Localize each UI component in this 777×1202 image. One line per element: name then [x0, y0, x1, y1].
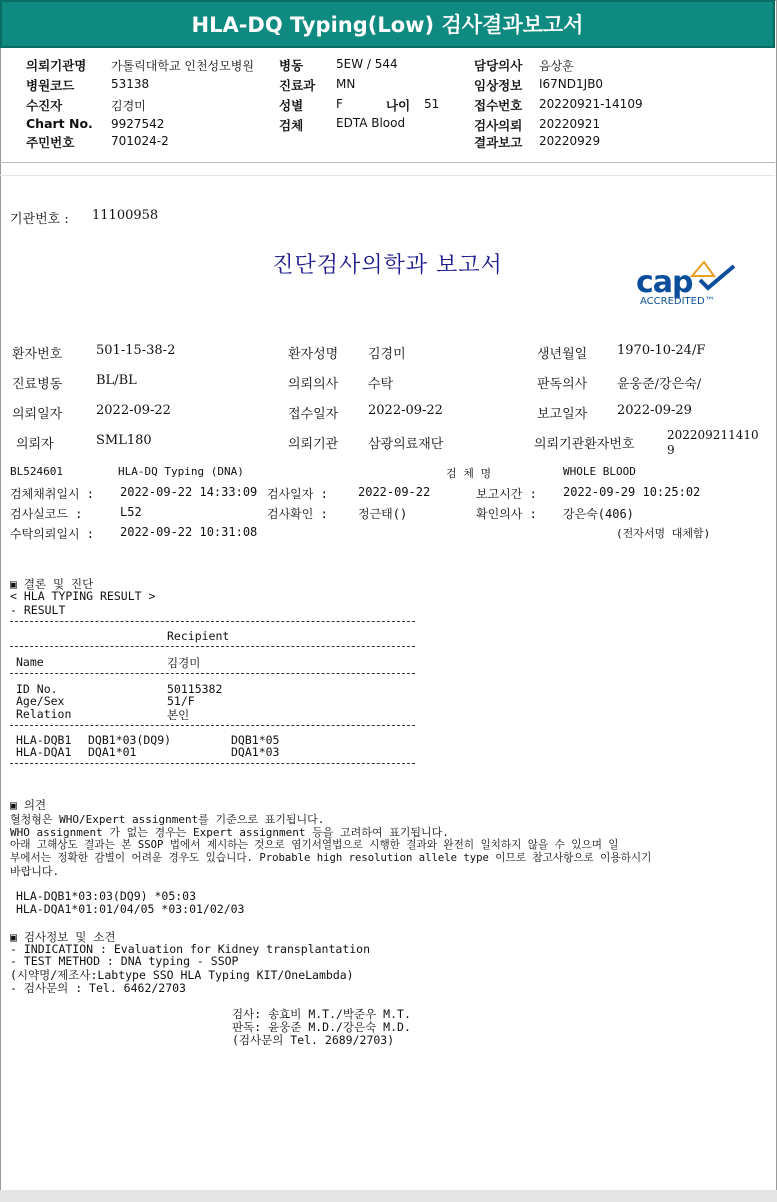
- result-name-value: 김경미: [167, 656, 201, 670]
- high-res-allele-dqa1: HLA-DQA1*01:01/04/05 *03:01/02/03: [16, 902, 245, 916]
- result-agesex-value: 51/F: [167, 694, 195, 708]
- test-info-heading: ▣ 검사정보 및 소견: [10, 930, 116, 944]
- ward-info-value: BL/BL: [96, 373, 137, 388]
- agency-no-label: 기관번호 :: [10, 212, 69, 227]
- receipt-no-value: 20220921-14109: [539, 97, 643, 111]
- agency-patient-no-value-wrap: 9: [667, 443, 675, 457]
- result-agesex-label: Age/Sex: [16, 694, 65, 708]
- sex-value: F: [336, 97, 343, 111]
- requesting-agency-value: 삼광의료재단: [368, 437, 444, 452]
- header-divider: [0, 162, 775, 163]
- result-id-label: ID No.: [16, 682, 58, 696]
- receipt-no-label: 접수번호: [474, 98, 523, 113]
- chart-no-label: Chart No.: [26, 116, 93, 131]
- report-date-label: 보고일자: [537, 407, 588, 422]
- test-date-value: 2022-09-22: [358, 485, 431, 499]
- hospital-code-value: 53138: [111, 77, 150, 91]
- signature-tester: 검사: 송효비 M.T./박준우 M.T.: [232, 1007, 411, 1021]
- clinical-info-label: 임상정보: [474, 78, 523, 93]
- agency-patient-no-value: 202209211410: [667, 428, 759, 442]
- test-date-label: 검사일자 :: [267, 487, 328, 501]
- doctor-label: 담당의사: [474, 58, 523, 73]
- opinion-heading: ▣ 의견: [10, 798, 47, 812]
- test-name: HLA-DQ Typing (DNA): [118, 465, 244, 478]
- test-info-line: (시약명/제조사:Labtype SSO HLA Typing KIT/OneLambda): [10, 968, 354, 982]
- test-request-label: 검사의뢰: [474, 118, 523, 133]
- opinion-line: 혈청형은 WHO/Expert assignment를 기준으로 표기됩니다.: [10, 813, 325, 826]
- collect-time-label: 검체채취일시 :: [10, 487, 95, 501]
- result-report-label: 결과보고: [474, 135, 523, 150]
- dqa1-label: HLA-DQA1: [16, 745, 72, 759]
- confirm-doctor-value: 강은숙(406): [563, 507, 634, 521]
- result-rule-1: [10, 621, 415, 622]
- birthdate-label: 생년월일: [537, 347, 588, 362]
- signature-contact: (검사문의 Tel. 2689/2703): [232, 1033, 395, 1047]
- dqa1-allele-1: DQA1*01: [88, 745, 137, 759]
- room-code-label: 검사실코드 :: [10, 507, 83, 521]
- specimen-name-label: 검 체 명: [446, 467, 492, 480]
- room-code-value: L52: [120, 505, 142, 519]
- ward-info-label: 진료병동: [12, 377, 63, 392]
- report-time-label: 보고시간 :: [476, 487, 537, 501]
- conclusion-heading: ▣ 결론 및 진단: [10, 577, 94, 591]
- result-relation-label: Relation: [16, 707, 72, 721]
- recipient-label: 수진자: [26, 98, 63, 113]
- test-info-line: - 검사문의 : Tel. 6462/2703: [10, 981, 186, 995]
- request-date-value: 2022-09-22: [96, 403, 171, 418]
- result-report-value: 20220929: [539, 134, 601, 148]
- cap-logo-text: cap: [636, 265, 693, 300]
- test-request-value: 20220921: [539, 117, 601, 131]
- result-heading: - RESULT: [10, 603, 66, 617]
- report-title-bar: [0, 0, 775, 48]
- typing-result-heading: < HLA TYPING RESULT >: [10, 589, 156, 603]
- request-date-label: 의뢰일자: [12, 407, 63, 422]
- collect-time-value: 2022-09-22 14:33:09: [120, 485, 258, 499]
- test-info-line: - TEST METHOD : DNA typing - SSOP: [10, 954, 239, 968]
- patient-name-value: 김경미: [368, 347, 406, 362]
- resident-no-label: 주민번호: [26, 135, 75, 150]
- dqb1-label: HLA-DQB1: [16, 733, 72, 747]
- chart-no-value: 9927542: [111, 117, 165, 131]
- requesting-agency-label: 의뢰기관: [288, 437, 339, 452]
- cap-logo: [630, 258, 742, 308]
- institution-value: 가톨릭대학교 인천성모병원: [111, 59, 254, 73]
- hospital-code-label: 병원코드: [26, 78, 75, 93]
- patient-name-label: 환자성명: [288, 347, 339, 362]
- sex-label: 성별: [279, 98, 304, 113]
- result-rule-4: [10, 725, 415, 726]
- test-confirm-label: 검사확인 :: [267, 507, 328, 521]
- dqa1-allele-2: DQA1*03: [231, 745, 280, 759]
- clinical-info-value: I67ND1JB0: [539, 77, 604, 91]
- result-relation-value: 본인: [167, 708, 190, 722]
- institution-label: 의뢰기관명: [26, 58, 87, 73]
- cap-checkmark-logo-icon: [630, 258, 742, 308]
- result-rule-3: [10, 673, 415, 674]
- ward-value: 5EW / 544: [336, 57, 398, 71]
- request-time-label: 수탁의뢰일시 :: [10, 527, 95, 541]
- signature-reader: 판독: 윤웅준 M.D./강은숙 M.D.: [232, 1020, 411, 1034]
- receipt-date-label: 접수일자: [288, 407, 339, 422]
- request-time-value: 2022-09-22 10:31:08: [120, 525, 258, 539]
- report-time-value: 2022-09-29 10:25:02: [563, 485, 701, 499]
- report-date-value: 2022-09-29: [617, 403, 692, 418]
- result-id-value: 50115382: [167, 682, 223, 696]
- department-value: MN: [336, 77, 356, 91]
- result-rule-2: [10, 646, 415, 647]
- requesting-doctor-label: 의뢰의사: [288, 377, 339, 392]
- result-name-label: Name: [16, 655, 44, 669]
- requesting-doctor-value: 수탁: [368, 377, 394, 392]
- requester-value: SML180: [96, 433, 152, 448]
- doctor-value: 음상훈: [539, 59, 574, 73]
- high-res-allele-dqb1: HLA-DQB1*03:03(DQ9) *05:03: [16, 889, 197, 903]
- opinion-line: WHO assignment 가 없는 경우는 Expert assignment 등을 고려하여 표기됩니다.: [10, 826, 449, 839]
- recipient-column-header: Recipient: [167, 629, 230, 643]
- agency-no-value: 11100958: [92, 208, 159, 223]
- esign-note: (전자서명 대체함): [616, 527, 711, 540]
- test-confirm-value: 정근태(): [358, 507, 408, 521]
- specimen-value: EDTA Blood: [336, 116, 406, 130]
- age-label: 나이: [386, 98, 411, 113]
- specimen-name-value: WHOLE BLOOD: [563, 465, 636, 478]
- agency-patient-no-label: 의뢰기관환자번호: [534, 437, 635, 452]
- department-label: 진료과: [279, 78, 316, 93]
- test-code: BL524601: [10, 465, 63, 478]
- page-footer-strip: [0, 1190, 777, 1202]
- reading-doctor-value: 윤웅준/강은숙/: [617, 377, 702, 392]
- birthdate-value: 1970-10-24/F: [617, 343, 706, 358]
- result-rule-5: [10, 763, 415, 764]
- receipt-date-value: 2022-09-22: [368, 403, 443, 418]
- opinion-line: 아래 고해상도 결과는 본 SSOP 법에서 제시하는 것으로 염기서열법으로 시행한 결과와 완전히 일치하지 않을 수 있으며 일: [10, 839, 619, 851]
- report-title-text: HLA-DQ Typing(Low) 검사결과보고서: [191, 13, 584, 37]
- ward-label: 병동: [279, 58, 304, 73]
- dqb1-allele-1: DQB1*03(DQ9): [88, 733, 172, 747]
- patient-id-value: 501-15-38-2: [96, 343, 176, 358]
- specimen-label: 검체: [279, 118, 304, 133]
- opinion-line: 부에서는 정확한 감별이 어려운 경우도 있습니다. Probable high resolution allele type 이므로 참고사항으로 이용하시기: [10, 852, 652, 864]
- header-divider-light: [0, 175, 775, 176]
- patient-id-label: 환자번호: [12, 347, 63, 362]
- test-info-line: - INDICATION : Evaluation for Kidney transplantation: [10, 942, 371, 956]
- cap-logo-subtext: ACCREDITED™: [640, 296, 715, 307]
- dqb1-allele-2: DQB1*05: [231, 733, 280, 747]
- opinion-line: 바랍니다.: [10, 865, 60, 878]
- report-title: 진단검사의학과 보고서: [272, 253, 503, 278]
- requester-label: 의뢰자: [16, 437, 54, 452]
- recipient-value: 김경미: [111, 99, 146, 113]
- age-value: 51: [424, 97, 440, 111]
- reading-doctor-label: 판독의사: [537, 377, 588, 392]
- confirm-doctor-label: 확인의사 :: [476, 507, 537, 521]
- resident-no-value: 701024-2: [111, 134, 169, 148]
